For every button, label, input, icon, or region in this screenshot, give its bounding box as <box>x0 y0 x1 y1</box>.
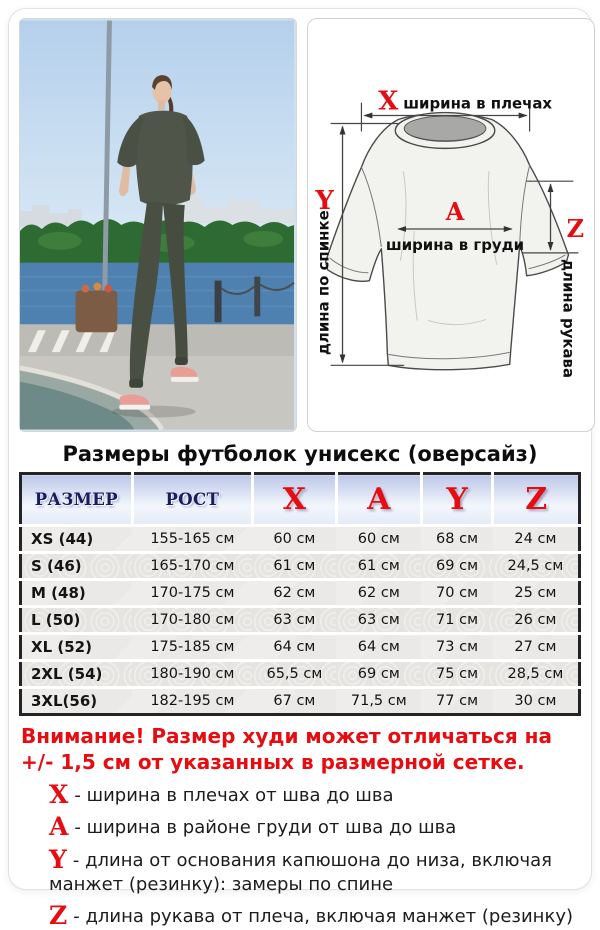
cell-y: 75 см <box>421 661 493 688</box>
table-header-row <box>21 474 580 526</box>
legend-text-z: - длина рукава от плеча, включая манжет (резинку) <box>73 906 573 928</box>
cell-z: 24,5 см <box>493 553 580 580</box>
diagram-z-label: длина рукава <box>559 259 578 379</box>
cell-x: 63 см <box>252 607 336 634</box>
top-section <box>19 18 585 432</box>
cell-size: 3XL(56) <box>21 688 133 715</box>
diagram-z-letter: Z <box>566 214 585 243</box>
cell-x: 65,5 см <box>252 661 336 688</box>
cell-height: 165-170 см <box>132 553 252 580</box>
col-header-size: РАЗМЕР <box>21 474 133 526</box>
legend-text-a: - ширина в районе груди от шва до шва <box>74 817 457 839</box>
cell-size: XL (52) <box>21 634 133 661</box>
diagram-a-letter: A <box>445 198 465 227</box>
cell-y: 68 см <box>421 526 493 553</box>
measurement-diagram <box>307 18 595 432</box>
legend-item-y <box>49 844 581 898</box>
model-photo <box>19 18 297 432</box>
cell-y: 69 см <box>421 553 493 580</box>
table-row <box>21 634 580 661</box>
cell-a: 69 см <box>336 661 421 688</box>
legend-item-x <box>49 782 581 808</box>
measurement-legend <box>49 782 581 929</box>
cell-size: XS (44) <box>21 526 133 553</box>
cell-z: 24 см <box>493 526 580 553</box>
cell-z: 26 см <box>493 607 580 634</box>
cell-a: 71,5 см <box>336 688 421 715</box>
size-chart-card <box>8 8 592 930</box>
cell-height: 175-185 см <box>132 634 252 661</box>
cell-height: 170-175 см <box>132 580 252 607</box>
tshirt-diagram <box>308 20 594 430</box>
table-row <box>21 607 580 634</box>
cell-size: S (46) <box>21 553 133 580</box>
col-header-a: A <box>336 474 421 526</box>
table-row <box>21 580 580 607</box>
model-photo-illustration <box>20 19 294 431</box>
legend-letter-y: Y <box>49 844 67 874</box>
legend-item-a <box>49 814 581 840</box>
cell-a: 60 см <box>336 526 421 553</box>
cell-y: 70 см <box>421 580 493 607</box>
legend-letter-x: X <box>49 780 69 809</box>
table-row <box>21 553 580 580</box>
cell-size: 2XL (54) <box>21 661 133 688</box>
legend-letter-z: Z <box>49 901 68 930</box>
cell-a: 62 см <box>336 580 421 607</box>
table-row <box>21 526 580 553</box>
cell-height: 170-180 см <box>132 607 252 634</box>
diagram-a-label: ширина в груди <box>385 235 525 254</box>
cell-z: 28,5 см <box>493 661 580 688</box>
cell-x: 61 см <box>252 553 336 580</box>
legend-text-y: - длина от основания капюшона до низа, включая манжет (резинку): замеры по спине <box>49 849 552 895</box>
cell-x: 62 см <box>252 580 336 607</box>
cell-height: 182-195 см <box>132 688 252 715</box>
diagram-y-label: длина по спинке <box>314 210 333 356</box>
legend-item-z <box>49 903 581 929</box>
size-warning: Внимание! Размер худи может отличаться на +/- 1,5 см от указанных в размерной сетке. <box>21 724 552 774</box>
cell-z: 27 см <box>493 634 580 661</box>
cell-a: 64 см <box>336 634 421 661</box>
cell-z: 30 см <box>493 688 580 715</box>
col-header-height: РОСТ <box>132 474 252 526</box>
diagram-x-letter: X <box>378 86 399 117</box>
cell-x: 60 см <box>252 526 336 553</box>
col-header-x: X <box>252 474 336 526</box>
cell-y: 71 см <box>421 607 493 634</box>
cell-y: 77 см <box>421 688 493 715</box>
cell-a: 63 см <box>336 607 421 634</box>
table-row <box>21 688 580 715</box>
page-title: Размеры футболок унисекс (оверсайз) <box>62 442 538 466</box>
table-row <box>21 661 580 688</box>
legend-text-x: - ширина в плечах от шва до шва <box>74 785 394 806</box>
cell-y: 73 см <box>421 634 493 661</box>
cell-x: 64 см <box>252 634 336 661</box>
diagram-y-letter: Y <box>315 186 334 217</box>
diagram-x-label: ширина в плечах <box>403 94 553 113</box>
cell-size: L (50) <box>21 607 133 634</box>
cell-size: M (48) <box>21 580 133 607</box>
cell-a: 61 см <box>336 553 421 580</box>
col-header-z: Z <box>493 474 580 526</box>
cell-z: 25 см <box>493 580 580 607</box>
cell-height: 180-190 см <box>132 661 252 688</box>
col-header-y: Y <box>421 474 493 526</box>
cell-x: 67 см <box>252 688 336 715</box>
cell-height: 155-165 см <box>132 526 252 553</box>
legend-letter-a: A <box>49 812 69 842</box>
size-table <box>19 472 581 716</box>
